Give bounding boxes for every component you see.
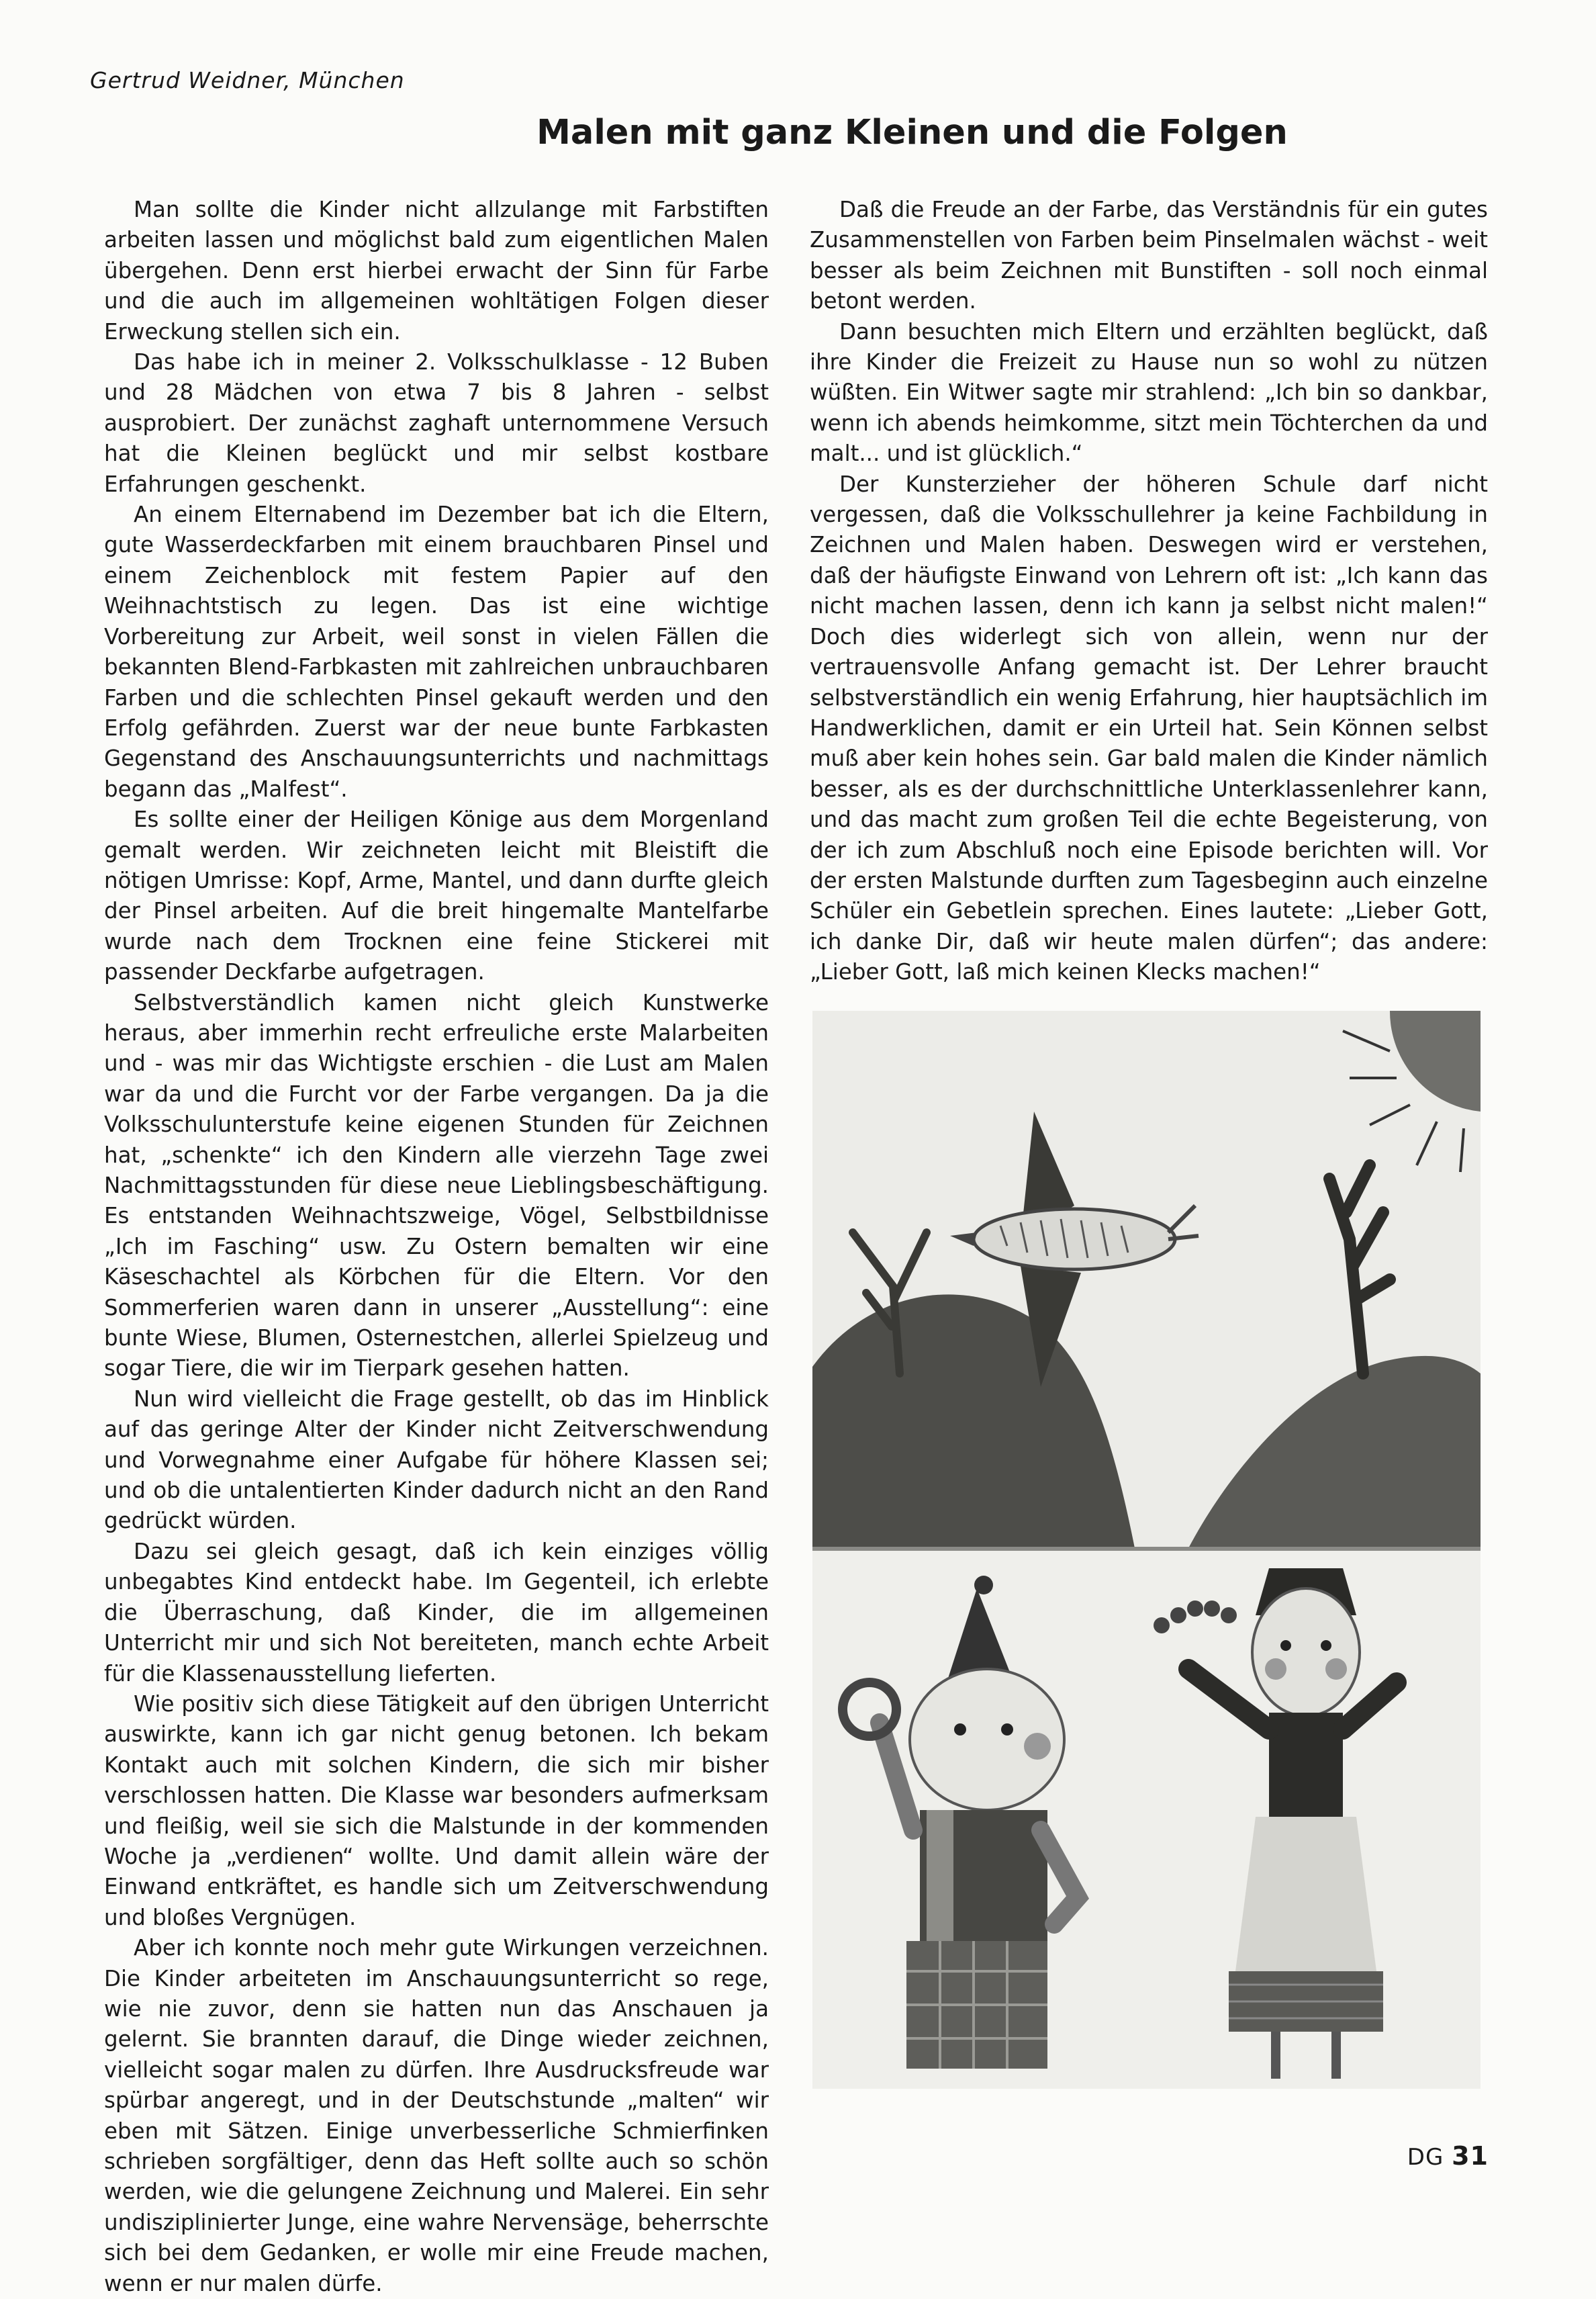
right-text-column (810, 195, 1488, 988)
paintings-illustration (812, 1011, 1481, 2089)
paragraph: Aber ich konnte noch mehr gute Wirkungen verzeichnen. Die Kinder arbeiteten im Anschauungsunterricht so rege, wie nie zuvor, denn sie hatten nun das Anschauen ja gelernt. Sie brannten darauf, die Dinge wieder zeichnen, vielleicht sogar malen zu dürfen. Ihre Ausdrucksfreude war spürbar angeregt, und in der Deutschstunde „malten“ wir eben mit Sätzen. Einige unverbesserliche Schmierfinken schrieben sorgfältiger, denn das Heft sollte auch so schön werden, wie die gelungene Zeichnung und Malerei. Ein sehr undisziplinierter Junge, eine wahre Nervensäge, beherrschte sich bei dem Gedanken, er wolle mir eine Freude machen, wenn er nur malen dürfe. (104, 1935, 769, 2296)
paragraph: Daß die Freude an der Farbe, das Verständnis für ein gutes Zusammenstellen von Farben beim Pinselmalen wächst - weit besser als beim Zeichnen mit Bunstiften - soll noch einmal betont werden. (810, 197, 1488, 314)
article-title: Malen mit ganz Kleinen und die Folgen (536, 113, 1288, 152)
journal-abbreviation: DG (1407, 2144, 1444, 2171)
paragraph: Dann besuchten mich Eltern und erzählten beglückt, daß ihre Kinder die Freizeit zu Hause nun so wohl zu nützen wüßten. Ein Witwer sagte mir strahlend: „Ich bin so dankbar, wenn ich abends heimkomme, sitzt mein Töchterchen da und malt... und ist glücklich.“ (810, 318, 1488, 467)
paragraph: Wie positiv sich diese Tätigkeit auf den übrigen Unterricht auswirkte, kann ich gar nicht genug betonen. Ich bekam Kontakt auch mit solchen Kindern, die sich mir bisher verschlossen hatten. Die Klasse war besonders aufmerksam und fleißig, weil sie sich die Malstunde in der kommenden Woche ja „verdienen“ wollte. Und damit allein wäre der Einwand entkräftet, es handle sich um Zeitverschwendung und bloßes Vergnügen. (104, 1691, 769, 1930)
page-footer (1407, 2141, 1489, 2171)
upper-painting-bird-trees (812, 1011, 1481, 1548)
page-number: 31 (1452, 2141, 1489, 2171)
left-text-column (104, 195, 769, 2299)
paragraph: Der Kunsterzieher der höheren Schule darf nicht vergessen, daß die Volksschullehrer ja keine Fachbildung in Zeichnen und Malen haben. Deswegen wird er verstehen, daß der häufigste Einwand von Lehrern oft ist: „Ich kann das nicht machen lassen, denn ich kann ja selbst nicht malen!“ Doch dies widerlegt sich von allein, wenn nur der vertrauensvolle Anfang gemacht ist. Der Lehrer braucht selbstverständlich ein wenig Erfahrung, hier hauptsächlich im Handwerklichen, damit er ein Urteil hat. Sein Können selbst muß aber kein hohes sein. Gar bald malen die Kinder nämlich besser, als es der durchschnittliche Unterklassenlehrer kann, und das macht zum großen Teil die echte Begeisterung, von der ich zum Abschluß noch eine Episode berichten will. Vor der ersten Malstunde durften zum Tagesbeginn auch einzelne Schüler ein Gebetlein sprechen. Eines lautete: „Lieber Gott, ich danke Dir, daß wir heute malen dürfen“; das andere: „Lieber Gott, laß mich keinen Klecks machen!“ (810, 471, 1488, 985)
paragraph: Selbstverständlich kamen nicht gleich Kunstwerke heraus, aber immerhin recht erfreuliche erste Malarbeiten und - was mir das Wichtigste erschien - die Lust am Malen war da und die Furcht vor der Farbe vergangen. Da ja die Volksschulunterstufe keine eigenen Stunden für Zeichnen hat, „schenkte“ ich den Kindern alle vierzehn Tage zwei Nachmittagsstunden für diese neue Lieblingsbeschäftigung. Es entstanden Weihnachtszweige, Vögel, Selbstbildnisse „Ich im Fasching“ usw. Zu Ostern bemalten wir eine Käseschachtel als Körbchen für die Eltern. Vor den Sommerferien waren dann in unserer „Ausstellung“: eine bunte Wiese, Blumen, Osternestchen, allerlei Spielzeug und sogar Tiere, die wir im Tierpark gesehen hatten. (104, 989, 769, 1382)
paragraph: Das habe ich in meiner 2. Volksschulklasse - 12 Buben und 28 Mädchen von etwa 7 bis 8 Jahren - selbst ausprobiert. Der zunächst zaghaft unternommene Versuch hat die Kleinen beglückt und mir selbst kostbare Erfahrungen geschenkt. (104, 349, 769, 497)
author-name: Gertrud Weidner, München (90, 67, 405, 93)
paragraph: An einem Elternabend im Dezember bat ich die Eltern, gute Wasserdeckfarben mit einem brauchbaren Pinsel und einem Zeichenblock mit festem Papier auf den Weihnachtstisch zu legen. Das ist eine wichtige Vorbereitung zur Arbeit, weil sonst in vielen Fällen die bekannten Blend-Farbkasten mit zahlreichen unbrauchbaren Farben und die schlechten Pinsel gekauft werden und den Erfolg gefährden. Zuerst war der neue bunte Farbkasten Gegenstand des Anschauungsunterrichts und nachmittags begann das „Malfest“. (104, 502, 769, 802)
children-paintings-figure (812, 1011, 1481, 2089)
paragraph: Nun wird vielleicht die Frage gestellt, ob das im Hinblick auf das geringe Alter der Kinder nicht Zeitverschwendung und Vorwegnahme einer Aufgabe für höhere Klassen sei; und ob die untalentierten Kinder dadurch nicht an den Rand gedrückt würden. (104, 1386, 769, 1534)
lower-painting-two-children (812, 1551, 1481, 2089)
paragraph: Es sollte einer der Heiligen Könige aus dem Morgenland gemalt werden. Wir zeichneten leicht mit Bleistift die nötigen Umrisse: Kopf, Arme, Mantel, und dann durfte gleich der Pinsel arbeiten. Auf die breit hingemalte Mantelfarbe wurde nach dem Trocknen eine feine Stickerei mit passender Deckfarbe aufgetragen. (104, 807, 769, 985)
paragraph: Man sollte die Kinder nicht allzulange mit Farbstiften arbeiten lassen und möglichst bald zum eigentlichen Malen übergehen. Denn erst hierbei erwacht der Sinn für Farbe und die auch im allgemeinen wohltätigen Folgen dieser Erweckung stellen sich ein. (104, 197, 769, 345)
paragraph: Dazu sei gleich gesagt, daß ich kein einziges völlig unbegabtes Kind entdeckt habe. Im Gegenteil, ich erlebte die Überraschung, daß Kinder, die im allgemeinen Unterricht mir und sich Not bereiteten, manch echte Arbeit für die Klassenausstellung lieferten. (104, 1538, 769, 1686)
